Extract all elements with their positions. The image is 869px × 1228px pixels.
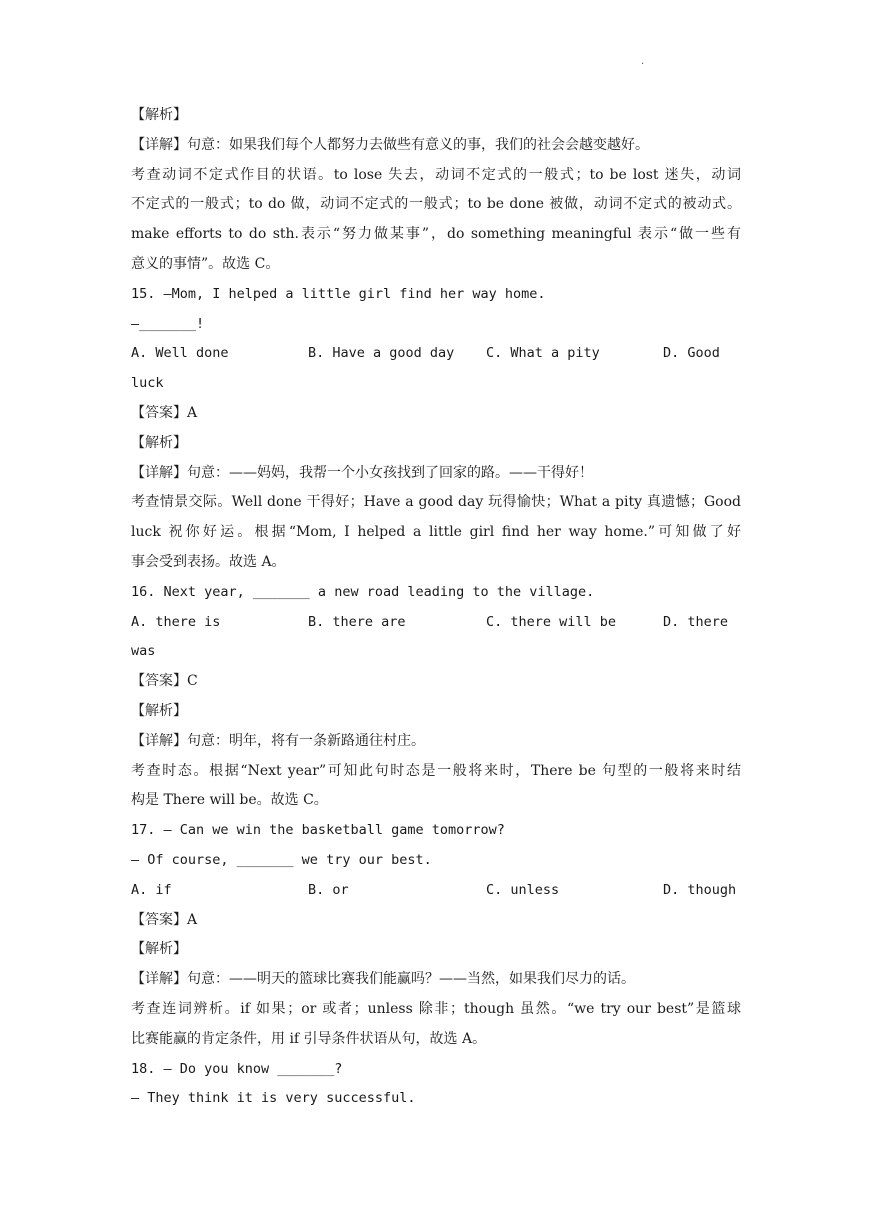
option-b: B. Have a good day <box>308 345 455 362</box>
question-16-stem: 16. Next year, _______ a new road leading to the village. <box>131 583 595 600</box>
explanation-translation: 【详解】句意：——明天的篮球比赛我们能赢吗？——当然，如果我们尽力的话。 <box>131 971 635 988</box>
explanation-line: 考查连词辨析。if 如果；or 或者；unless 除非；though 虽然。“we try our best”是篮球 <box>131 1000 741 1017</box>
option-d-wrap: luck <box>131 375 164 392</box>
option-c: C. unless <box>486 881 560 898</box>
option-d: D. Good <box>663 345 720 362</box>
option-c: C. there will be <box>486 613 617 630</box>
explanation-line: 不定式的一般式；to do 做，动词不定式的一般式；to be done 被做，动词不定式的被动式。 <box>131 196 741 213</box>
question-15-blank: —_______! <box>131 315 205 332</box>
question-16-options <box>131 608 741 638</box>
option-a: A. Well done <box>131 345 229 362</box>
answer-label: 【答案】A <box>131 404 198 421</box>
question-17-stem: 17. — Can we win the basketball game tomorrow? <box>131 822 505 839</box>
explanation-line: 意义的事情”。故选 C。 <box>131 255 280 272</box>
analysis-heading: 【解析】 <box>131 702 187 719</box>
explanation-line: 比赛能赢的肯定条件，用 if 引导条件状语从句，故选 A。 <box>131 1030 487 1047</box>
explanation-line: 考查时态。根据“Next year”可知此句时态是一般将来时，There be 句型的一般将来时结 <box>131 762 741 779</box>
analysis-heading: 【解析】 <box>131 434 187 451</box>
question-18-response: — They think it is very successful. <box>131 1090 416 1107</box>
header-mark: . <box>641 56 645 67</box>
analysis-heading: 【解析】 <box>131 941 187 958</box>
explanation-line: luck 祝你好运。根据“Mom, I helped a little girl find her way home.”可知做了好 <box>131 524 741 541</box>
answer-label: 【答案】C <box>131 673 198 690</box>
option-a: A. if <box>131 881 172 898</box>
explanation-translation: 【详解】句意：明年，将有一条新路通往村庄。 <box>131 732 425 749</box>
question-17-response: — Of course, _______ we try our best. <box>131 851 432 868</box>
analysis-heading: 【解析】 <box>131 107 187 123</box>
option-d: D. though <box>663 881 737 898</box>
option-d-wrap: was <box>131 643 156 660</box>
explanation-translation: 【详解】句意：——妈妈，我帮一个小女孩找到了回家的路。——干得好！ <box>131 464 593 481</box>
option-c: C. What a pity <box>486 345 600 362</box>
option-a: A. there is <box>131 613 221 630</box>
question-15-stem: 15. —Mom, I helped a little girl find her way home. <box>131 285 546 302</box>
explanation-line: make efforts to do sth.表示“努力做某事”，do something meaningful 表示“做一些有 <box>131 226 741 243</box>
explanation-translation: 【详解】句意：如果我们每个人都努力去做些有意义的事，我们的社会会越变越好。 <box>131 136 649 153</box>
explanation-line: 考查动词不定式作目的状语。to lose 失去，动词不定式的一般式；to be lost 迷失，动词 <box>131 166 741 183</box>
option-b: B. or <box>308 881 349 898</box>
question-15-options <box>131 339 741 369</box>
answer-label: 【答案】A <box>131 911 198 928</box>
explanation-line: 事会受到表扬。故选 A。 <box>131 553 286 570</box>
explanation-line: 构是 There will be。故选 C。 <box>131 792 328 809</box>
document-body <box>131 101 741 1114</box>
option-d: D. there <box>663 613 729 630</box>
option-b: B. there are <box>308 613 406 630</box>
question-18-stem: 18. — Do you know _______? <box>131 1060 343 1077</box>
question-17-options <box>131 876 741 906</box>
explanation-line: 考查情景交际。Well done 干得好；Have a good day 玩得愉快；What a pity 真遗憾；Good <box>131 494 741 511</box>
